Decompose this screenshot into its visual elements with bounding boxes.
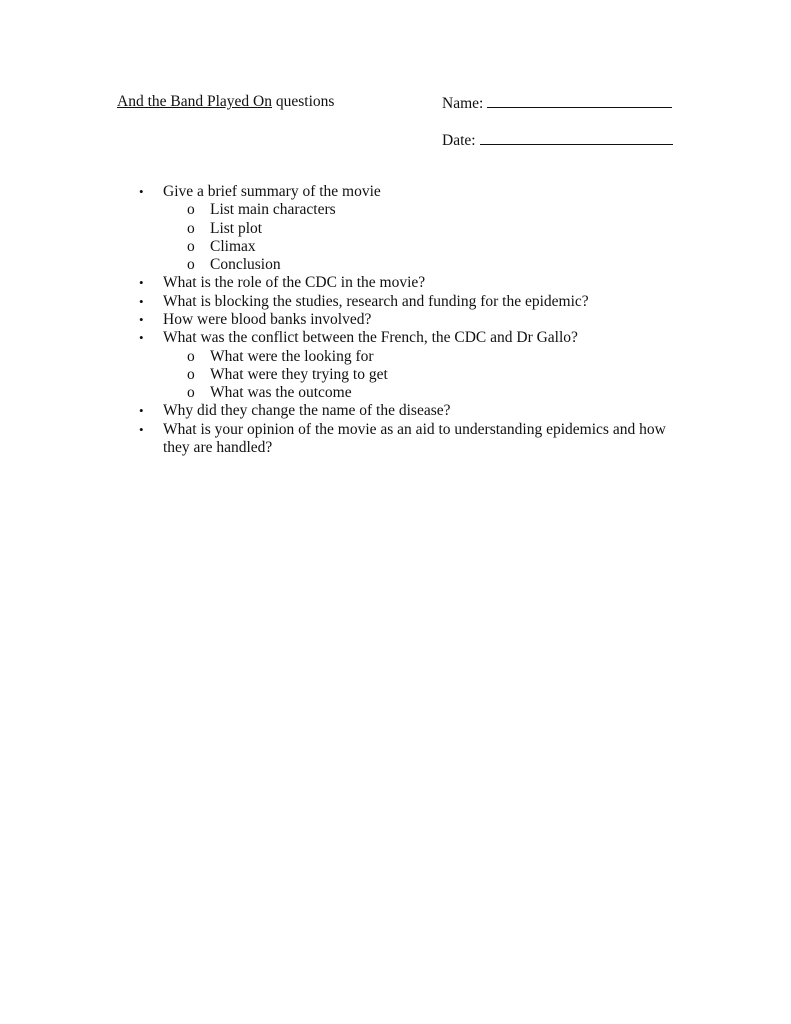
movie-title: And the Band Played On: [117, 93, 272, 110]
question-item: [0, 329, 791, 402]
sub-question-item: [0, 220, 791, 238]
circle-bullet-icon: o: [187, 201, 195, 219]
name-field: [442, 93, 672, 113]
bullet-icon: •: [139, 312, 144, 328]
name-label: Name:: [442, 95, 484, 112]
question-item: [0, 183, 791, 274]
sub-question-text: What were the looking for: [210, 347, 374, 365]
name-blank-line[interactable]: [487, 93, 672, 108]
question-item: [0, 402, 791, 420]
circle-bullet-icon: o: [187, 256, 195, 274]
bullet-icon: •: [139, 403, 144, 419]
question-list: [0, 183, 791, 458]
question-text: How were blood banks involved?: [163, 311, 372, 329]
question-item: [0, 421, 791, 458]
worksheet-title: [117, 93, 334, 111]
sub-question-list: [0, 201, 791, 274]
question-item: [0, 274, 791, 292]
date-blank-line[interactable]: [480, 130, 673, 145]
sub-question-item: [0, 201, 791, 219]
sub-question-text: Conclusion: [210, 256, 281, 274]
sub-question-text: List main characters: [210, 201, 336, 219]
sub-question-text: What were they trying to get: [210, 366, 388, 384]
sub-question-item: [0, 238, 791, 256]
date-label: Date:: [442, 132, 476, 149]
circle-bullet-icon: o: [187, 219, 195, 237]
question-text: What is the role of the CDC in the movie?: [163, 274, 426, 292]
sub-question-text: Climax: [210, 237, 256, 255]
title-suffix: questions: [271, 93, 335, 110]
sub-question-text: What was the outcome: [210, 384, 352, 402]
circle-bullet-icon: o: [187, 237, 195, 255]
sub-question-list: [0, 348, 791, 403]
question-item: [0, 311, 791, 329]
bullet-icon: •: [139, 421, 144, 437]
circle-bullet-icon: o: [187, 384, 195, 402]
question-item: [0, 293, 791, 311]
sub-question-item: [0, 348, 791, 366]
question-text: What is blocking the studies, research and funding for the epidemic?: [163, 292, 589, 310]
bullet-icon: •: [139, 275, 144, 291]
bullet-icon: •: [139, 184, 144, 199]
bullet-icon: •: [139, 293, 144, 309]
bullet-icon: •: [139, 330, 144, 346]
date-field: [442, 130, 673, 150]
sub-question-item: [0, 366, 791, 384]
question-text: Why did they change the name of the disease?: [163, 402, 451, 420]
question-text: Give a brief summary of the movie: [163, 183, 381, 200]
sub-question-item: [0, 256, 791, 274]
circle-bullet-icon: o: [187, 347, 195, 365]
question-text: What was the conflict between the French, the CDC and Dr Gallo?: [163, 329, 578, 347]
sub-question-text: List plot: [210, 219, 263, 237]
sub-question-item: [0, 384, 791, 402]
question-text: What is your opinion of the movie as an aid to understanding epidemics and how they are handled?: [163, 420, 666, 457]
circle-bullet-icon: o: [187, 366, 195, 384]
